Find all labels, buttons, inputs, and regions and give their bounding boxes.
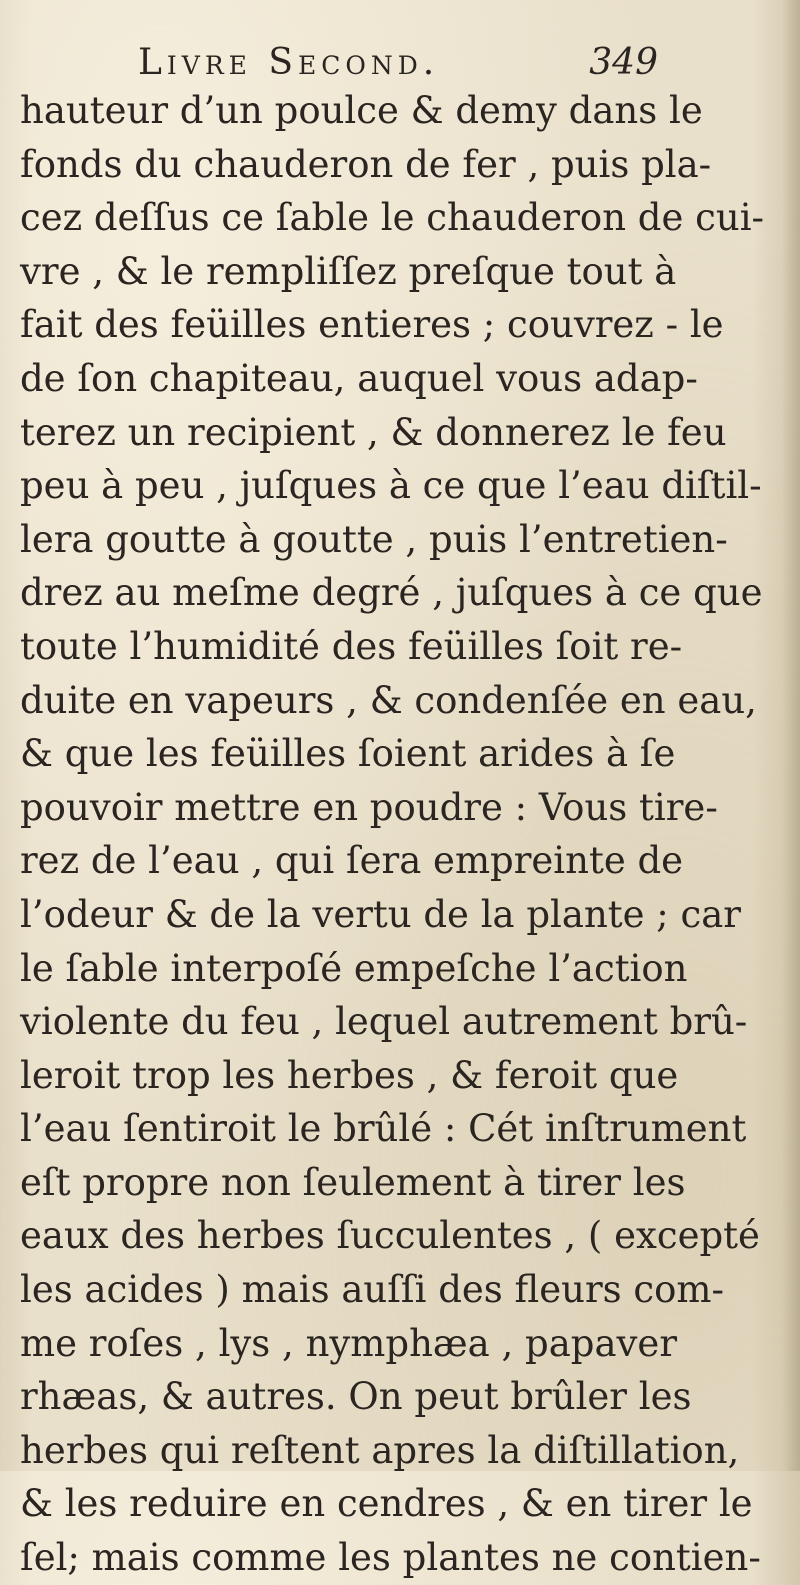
text-line: leroit trop les herbes , & feroit que: [20, 1053, 679, 1097]
body-text: [20, 84, 765, 1585]
text-line: lera goutte à goutte , puis l’entretien-: [20, 517, 728, 561]
text-line: cez deſſus ce ſable le chauderon de cui-: [20, 196, 765, 240]
text-line: vre , & le rempliſſez preſque tout à: [20, 249, 677, 293]
text-line: pouvoir mettre en poudre : Vous tire-: [20, 785, 718, 829]
text-line: fonds du chauderon de fer , puis pla-: [20, 142, 712, 186]
text-line: fait des feüilles entieres ; couvrez - le: [20, 303, 724, 347]
text-line: le ſable interpoſé empeſche l’action: [20, 946, 688, 990]
text-line: peu à peu , juſques à ce que l’eau diſtil-: [20, 464, 762, 508]
text-line: l’odeur & de la vertu de la plante ; car: [20, 892, 741, 936]
text-line: de ſon chapiteau, auquel vous adap-: [20, 356, 698, 400]
text-line: rez de l’eau , qui ſera empreinte de: [20, 839, 684, 883]
running-head: Livre Second.: [138, 42, 440, 83]
text-line: ſel; mais comme les plantes ne contien-: [20, 1536, 761, 1580]
text-line: & les reduire en cendres , & en tirer le: [20, 1482, 753, 1526]
text-line: eſt propre non ſeulement à tirer les: [20, 1160, 686, 1204]
text-line: eaux des herbes ſucculentes , ( excepté: [20, 1214, 760, 1258]
text-line: toute l’humidité des feüilles ſoit re-: [20, 624, 683, 668]
page-number: 349: [589, 42, 658, 83]
text-line: rhæas, & autres. On peut brûler les: [20, 1375, 692, 1419]
page-edge-shadow: [782, 0, 800, 1471]
text-line: les acides ) mais auſſi des fleurs com-: [20, 1268, 724, 1312]
text-line: terez un recipient , & donnerez le feu: [20, 410, 727, 454]
text-line: l’eau ſentiroit le brûlé : Cét inſtrument: [20, 1107, 747, 1151]
text-line: me roſes , lys , nymphæa , papaver: [20, 1321, 678, 1365]
text-line: hauteur d’un poulce & demy dans le: [20, 89, 703, 132]
text-line: herbes qui reſtent apres la diſtillation,: [20, 1428, 740, 1472]
text-line: drez au meſme degré , juſques à ce que: [20, 571, 763, 615]
text-line: duite en vapeurs , & condenſée en eau,: [20, 678, 757, 722]
text-line: violente du feu , lequel autrement brû-: [20, 1000, 748, 1044]
text-line: & que les feüilles ſoient arides à ſe: [20, 732, 676, 776]
